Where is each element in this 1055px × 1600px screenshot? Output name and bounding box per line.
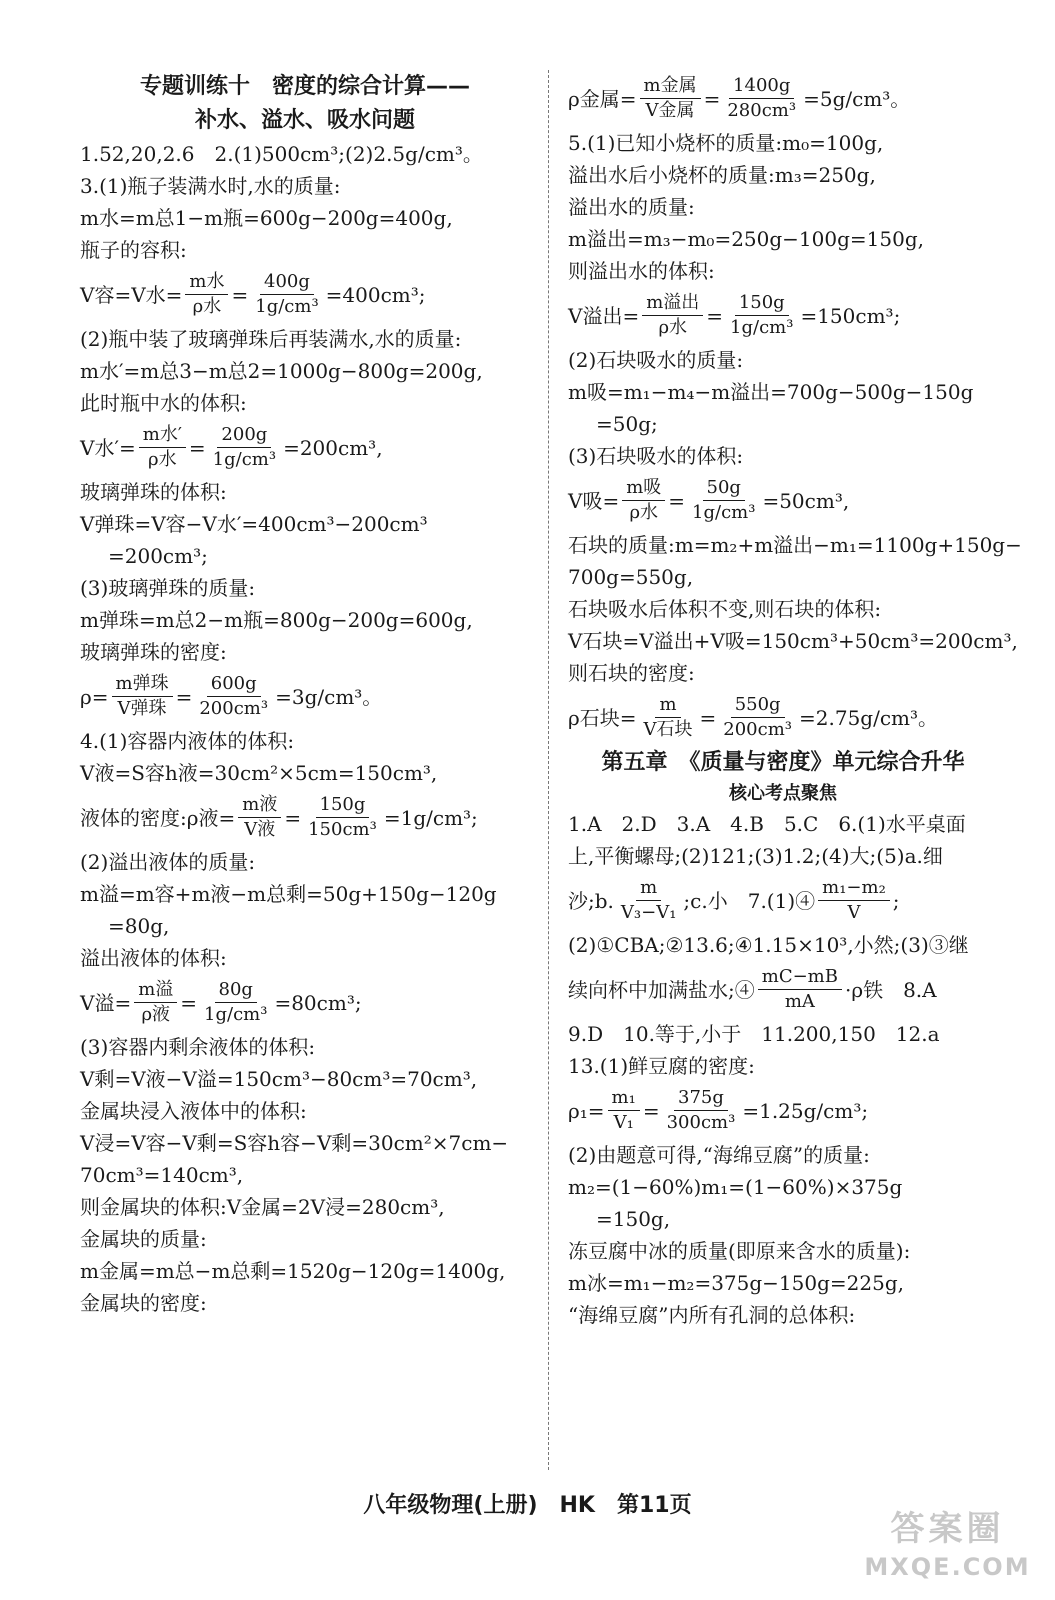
- answer-line: 石块吸水后体积不变,则石块的体积:: [568, 597, 882, 621]
- formula: V容=V水= $\frac{\text{m水}}{\text{ρ水}}$ = $\frac{400g}{\text{1g/cm³}}$ =400cm³;: [80, 271, 426, 317]
- answer-line: 上,平衡螺母;(2)121;(3)1.2;(4)大;(5)a.细: [568, 844, 943, 868]
- answer-line: V剩=V液−V溢=150cm³−80cm³=70cm³,: [80, 1067, 478, 1091]
- fraction: $\frac{80g}{\text{1g/cm³}}$: [204, 979, 268, 1025]
- answer-line: 溢出液体的体积:: [80, 946, 227, 970]
- fraction: $\frac{150g}{\text{1g/cm³}}$: [730, 292, 794, 338]
- answer-line: 13.(1)鲜豆腐的密度:: [568, 1054, 755, 1078]
- answer-line: 1.52,20,2.6 2.(1)500cm³;(2)2.5g/cm³。: [80, 142, 483, 166]
- fraction: $\frac{550g}{\text{200cm³}}$: [723, 694, 793, 740]
- answer-line: 溢出水的质量:: [568, 195, 695, 219]
- answer-line: 玻璃弹珠的体积:: [80, 480, 227, 504]
- answer-line: =150g,: [596, 1207, 671, 1231]
- fraction: $\frac{\text{m弹珠}}{\text{V弹珠}}$: [112, 672, 173, 721]
- fraction: $\frac{200g}{\text{1g/cm³}}$: [212, 424, 277, 470]
- fraction: $\frac{m}{\text{V₃−V₁}}$: [620, 877, 677, 923]
- formula: V溢= $\frac{\text{m溢}}{\text{ρ液}}$ = $\frac{80g}{\text{1g/cm³}}$ =80cm³;: [80, 979, 362, 1025]
- fraction: $\frac{\text{m液}}{\text{V液}}$: [238, 793, 281, 842]
- fraction: $\frac{m}{\text{V石块}}$: [643, 694, 693, 740]
- chapter-subtitle: 核心考点聚焦: [729, 783, 837, 804]
- answer-line: =200cm³;: [108, 544, 208, 568]
- fraction: $\frac{\text{m水′}}{\text{ρ水}}$: [139, 423, 186, 472]
- answer-line: m金属=m总−m总剩=1520g−120g=1400g,: [80, 1259, 506, 1283]
- answer-line: V液=S容h液=30cm²×5cm=150cm³,: [80, 761, 438, 785]
- answer-line: m水=m总1−m瓶=600g−200g=400g,: [80, 206, 453, 230]
- answer-line: 金属块浸入液体中的体积:: [80, 1099, 307, 1123]
- answer-line: m溢出=m₃−m₀=250g−100g=150g,: [568, 227, 925, 251]
- answer-line: 玻璃弹珠的密度:: [80, 640, 227, 664]
- formula: V水′= $\frac{\text{m水′}}{\text{ρ水}}$ = $\frac{200g}{\text{1g/cm³}}$ =200cm³,: [80, 424, 383, 470]
- answer-line: (2)瓶中装了玻璃弹珠后再装满水,水的质量:: [80, 327, 462, 351]
- formula: 续向杯中加满盐水;④ $\frac{mC-mB}{mA}$ ·ρ铁 8.A: [568, 966, 937, 1012]
- answer-line: m₂=(1−60%)m₁=(1−60%)×375g: [568, 1175, 903, 1199]
- fraction: $\frac{375g}{\text{300cm³}}$: [666, 1087, 736, 1133]
- answer-line: =50g;: [596, 412, 658, 436]
- answer-line: 冻豆腐中冰的质量(即原来含水的质量):: [568, 1239, 911, 1263]
- fraction: $\frac{\text{m水}}{\text{ρ水}}$: [185, 270, 228, 319]
- answer-line: (3)玻璃弹珠的质量:: [80, 576, 256, 600]
- answer-line: 5.(1)已知小烧杯的质量:m₀=100g,: [568, 131, 884, 155]
- answer-line: 石块的质量:m=m₂+m溢出−m₁=1100g+150g−: [568, 533, 1022, 557]
- fraction: $\frac{150g}{\text{150cm³}}$: [308, 794, 377, 840]
- answer-line: 4.(1)容器内液体的体积:: [80, 729, 295, 753]
- answer-line: 9.D 10.等于,小于 11.200,150 12.a: [568, 1022, 940, 1046]
- answer-line: m水′=m总3−m总2=1000g−800g=200g,: [80, 359, 483, 383]
- fraction: $\frac{1400g}{\text{280cm³}}$: [727, 75, 797, 121]
- fraction: $\frac{400g}{\text{1g/cm³}}$: [255, 271, 319, 317]
- answer-line: 3.(1)瓶子装满水时,水的质量:: [80, 174, 341, 198]
- fraction: $\frac{50g}{\text{1g/cm³}}$: [692, 477, 756, 523]
- chapter-title: 第五章 《质量与密度》单元综合升华: [601, 750, 965, 775]
- answer-line: m吸=m₁−m₄−m溢出=700g−500g−150g: [568, 380, 974, 404]
- answer-line: m冰=m₁−m₂=375g−150g=225g,: [568, 1271, 905, 1295]
- formula: V溢出= $\frac{\text{m溢出}}{\text{ρ水}}$ = $\frac{150g}{\text{1g/cm³}}$ =150cm³;: [568, 292, 901, 338]
- answer-line: (2)溢出液体的质量:: [80, 850, 256, 874]
- answer-line: V浸=V容−V剩=S容h容−V剩=30cm²×7cm−: [80, 1131, 509, 1155]
- answer-line: (2)①CBA;②13.6;④1.15×10³,小然;(3)③继: [568, 933, 969, 957]
- answer-line: 此时瓶中水的体积:: [80, 391, 247, 415]
- formula: ρ₁= $\frac{\text{m₁}}{\text{V₁}}$ = $\frac{375g}{\text{300cm³}}$ =1.25g/cm³;: [568, 1087, 869, 1133]
- answer-line: 瓶子的容积:: [80, 238, 187, 262]
- left-column: [80, 70, 530, 1319]
- fraction: $\frac{mC-mB}{mA}$: [758, 965, 842, 1014]
- answer-line: =80g,: [108, 914, 170, 938]
- answer-line: 金属块的密度:: [80, 1291, 207, 1315]
- formula: ρ石块= $\frac{m}{\text{V石块}}$ = $\frac{550g}{\text{200cm³}}$ =2.75g/cm³。: [568, 694, 939, 740]
- fraction: $\frac{\text{m溢出}}{\text{ρ水}}$: [642, 291, 703, 340]
- answer-line: m溢=m容+m液−m总剩=50g+150g−120g: [80, 882, 497, 906]
- answer-line: (2)石块吸水的质量:: [568, 348, 744, 372]
- answer-line: (2)由题意可得,“海绵豆腐”的质量:: [568, 1143, 870, 1167]
- formula: ρ= $\frac{\text{m弹珠}}{\text{V弹珠}}$ = $\frac{600g}{\text{200cm³}}$ =3g/cm³。: [80, 673, 383, 719]
- answer-line: “海绵豆腐”内所有孔洞的总体积:: [568, 1303, 856, 1327]
- answer-line: 金属块的质量:: [80, 1227, 207, 1251]
- page-footer: 八年级物理(上册) HK 第11页: [363, 1493, 692, 1518]
- answer-line: 溢出水后小烧杯的质量:m₃=250g,: [568, 163, 876, 187]
- answer-line: 则金属块的体积:V金属=2V浸=280cm³,: [80, 1195, 445, 1219]
- right-column: [568, 70, 1022, 1331]
- answer-line: 700g=550g,: [568, 565, 694, 589]
- answer-line: (3)容器内剩余液体的体积:: [80, 1035, 316, 1059]
- answer-line: m弹珠=m总2−m瓶=800g−200g=600g,: [80, 608, 473, 632]
- section-title: 专题训练十 密度的综合计算——: [139, 74, 470, 99]
- fraction: $\frac{600g}{\text{200cm³}}$: [199, 673, 269, 719]
- answer-line: (3)石块吸水的体积:: [568, 444, 744, 468]
- fraction: $\frac{\text{m吸}}{\text{ρ水}}$: [622, 476, 665, 525]
- fraction: $\frac{\text{m₁−m₂}}{V}$: [818, 876, 890, 925]
- formula: ρ金属= $\frac{\text{m金属}}{\text{V金属}}$ = $\frac{1400g}{\text{280cm³}}$ =5g/cm³。: [568, 75, 911, 121]
- watermark-logo: 答案圈 MXQE.COM: [864, 1509, 1031, 1581]
- answer-line: 1.A 2.D 3.A 4.B 5.C 6.(1)水平桌面: [568, 812, 966, 836]
- section-title-line2: 补水、溢水、吸水问题: [194, 108, 415, 133]
- answer-line: 则石块的密度:: [568, 661, 695, 685]
- column-divider: [548, 70, 549, 1470]
- fraction: $\frac{\text{m金属}}{\text{V金属}}$: [640, 74, 701, 123]
- formula: 液体的密度:ρ液= $\frac{\text{m液}}{\text{V液}}$ = $\frac{150g}{\text{150cm³}}$ =1g/cm³;: [80, 794, 478, 840]
- fraction: $\frac{\text{m₁}}{\text{V₁}}$: [608, 1086, 640, 1135]
- formula: 沙;b. $\frac{m}{\text{V₃−V₁}}$ ;c.小 7.(1)④ $\frac{\text{m₁−m₂}}{V}$ ;: [568, 877, 900, 923]
- formula: V吸= $\frac{\text{m吸}}{\text{ρ水}}$ = $\frac{50g}{\text{1g/cm³}}$ =50cm³,: [568, 477, 850, 523]
- answer-line: V石块=V溢出+V吸=150cm³+50cm³=200cm³,: [568, 629, 1018, 653]
- answer-line: 则溢出水的体积:: [568, 259, 715, 283]
- fraction: $\frac{\text{m溢}}{\text{ρ液}}$: [134, 978, 177, 1027]
- answer-line: V弹珠=V容−V水′=400cm³−200cm³: [80, 512, 428, 536]
- answer-line: 70cm³=140cm³,: [80, 1163, 244, 1187]
